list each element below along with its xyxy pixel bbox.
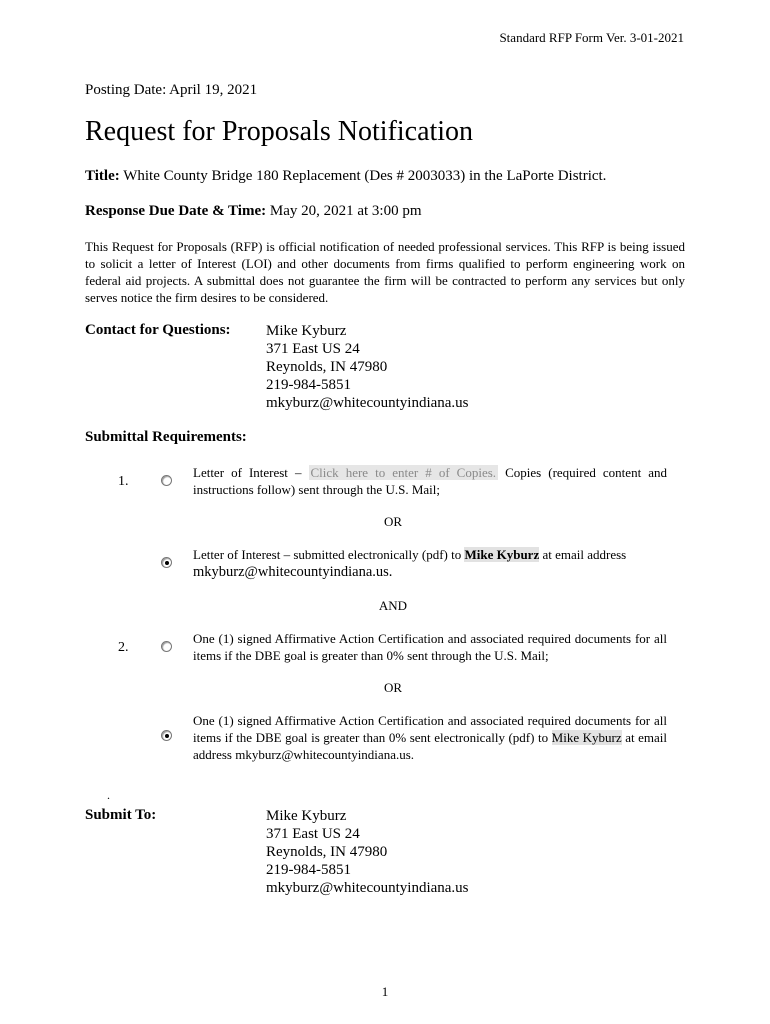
copies-input[interactable]: Click here to enter # of Copies. [310, 465, 497, 480]
rfp-title [85, 168, 606, 185]
intro-paragraph: This Request for Proposals (RFP) is official notification of needed professional services. This RFP is being issued to solicit a letter of Interest (LOI) and other documents from firms qualified to perform engineering work on federal aid projects. A submittal does not guarantee the firm will be contracted to perform any services but only serves notice the firm desires to be considered. [85, 239, 685, 305]
contact-address [266, 322, 469, 412]
response-due-label: Response Due Date & Time: [85, 203, 267, 219]
contact-label: Contact for Questions: [85, 322, 231, 338]
item-2-electronic-mid: at email address [193, 730, 667, 762]
response-due-value: May 20, 2021 at 3:00 pm [269, 203, 422, 219]
form-version: Standard RFP Form Ver. 3-01-2021 [499, 30, 684, 45]
submit-to-street: 371 East US 24 [266, 826, 360, 842]
submit-to-address [266, 807, 469, 897]
item-1-electronic-prefix: Letter of Interest – submitted electronically (pdf) to [193, 547, 465, 562]
item-1-electronic-email: mkyburz@whitecountyindiana.us. [193, 564, 393, 580]
item-1-or: OR [383, 514, 403, 529]
item-2-mail-option: One (1) signed Affirmative Action Certification and associated required documents for all items if the DBE goal is greater than 0% sent through the U.S. Mail; [193, 631, 667, 663]
item-2-electronic-name: Mike Kyburz [551, 730, 622, 745]
submittal-label: Submittal Requirements: [85, 429, 247, 445]
item-2-number: 2. [118, 640, 129, 655]
item-1-electronic-option [193, 546, 667, 581]
contact-city: Reynolds, IN 47980 [266, 359, 388, 375]
item-2-electronic-prefix: One (1) signed Affirmative Action Certification and associated required documents for all items if the DBE goal is greater than 0% sent electronically (pdf) to [193, 713, 667, 745]
item-1-mail-prefix: Letter of Interest – [193, 465, 309, 480]
contact-name: Mike Kyburz [266, 323, 347, 339]
item-1-electronic-mid: at email address [539, 547, 627, 562]
response-due [85, 203, 422, 220]
item-2-electronic-option [193, 712, 667, 763]
contact-phone: 219-984-5851 [266, 377, 351, 393]
item-1-mail-suffix: Copies (required content and instructions follow) sent through the U.S. Mail; [193, 465, 667, 497]
item-1-electronic-name: Mike Kyburz [464, 547, 540, 562]
stray-dot: . [107, 788, 110, 802]
submit-to-city: Reynolds, IN 47980 [266, 844, 388, 860]
submit-to-email: mkyburz@whitecountyindiana.us [266, 880, 469, 896]
submit-to-label: Submit To: [85, 807, 157, 823]
contact-street: 371 East US 24 [266, 341, 360, 357]
and-separator: AND [378, 598, 408, 613]
item-1-electronic-radio[interactable] [161, 557, 172, 568]
contact-email: mkyburz@whitecountyindiana.us [266, 395, 469, 411]
item-1-number: 1. [118, 474, 129, 489]
item-1-mail-radio[interactable] [161, 475, 172, 486]
submit-to-phone: 219-984-5851 [266, 862, 351, 878]
posting-date: Posting Date: April 19, 2021 [85, 82, 258, 98]
page-number: 1 [381, 984, 389, 999]
item-2-electronic-email: mkyburz@whitecountyindiana.us. [235, 747, 415, 762]
item-1-mail-option [193, 464, 667, 498]
item-2-or: OR [383, 680, 403, 695]
rfp-title-value: White County Bridge 180 Replacement (Des # 2003033) in the LaPorte District. [123, 168, 607, 184]
item-2-electronic-radio[interactable] [161, 730, 172, 741]
page-title: Request for Proposals Notification [85, 116, 474, 147]
item-2-mail-radio[interactable] [161, 641, 172, 652]
submit-to-name: Mike Kyburz [266, 808, 347, 824]
rfp-title-label: Title: [85, 168, 120, 184]
